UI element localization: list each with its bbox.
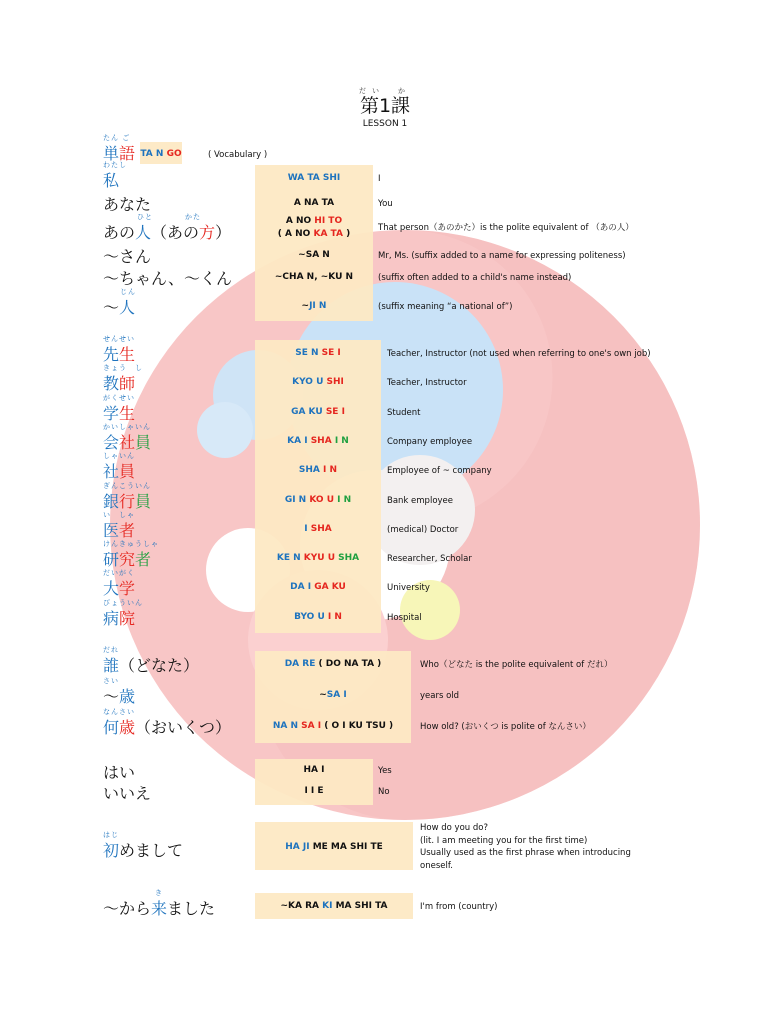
word-romaji: KYO U SHI: [292, 377, 344, 388]
word-japanese: 病院: [103, 608, 136, 628]
word-japanese: ～人: [103, 298, 136, 317]
word-meaning: Researcher, Scholar: [387, 554, 472, 565]
word-japanese: 先生: [103, 345, 136, 364]
word-meaning: Mr, Ms. (suffix added to a name for expressing politeness): [378, 251, 626, 261]
word-japanese: ～から来ました: [103, 899, 216, 918]
word-meaning: years old: [420, 691, 460, 701]
word-romaji: ~SA N: [298, 250, 330, 260]
word-furigana: だいがく: [103, 569, 135, 578]
word-meaning: No: [378, 787, 390, 797]
word-romaji: ~JI N: [301, 301, 327, 311]
header-label: ( Vocabulary ): [208, 150, 268, 160]
vocab-row: [0, 708, 768, 739]
word-japanese: 会社員: [103, 432, 152, 452]
header-furigana: たん ご: [103, 134, 131, 142]
word-romaji: BYO U I N: [294, 611, 342, 622]
word-japanese: 社員: [103, 462, 136, 482]
vocab-row: [0, 781, 768, 805]
word-romaji: DA I GA KU: [290, 582, 346, 593]
word-romaji: SHA I N: [298, 465, 338, 476]
vocab-row: [0, 288, 768, 319]
vocab-row: [0, 192, 768, 216]
word-japanese: はい: [103, 763, 136, 782]
vocab-row: [0, 244, 768, 268]
word-japanese: 初めまして: [103, 841, 184, 860]
word-furigana: なんさい: [103, 708, 135, 716]
word-furigana: かいしゃいん: [103, 422, 151, 431]
word-meaning: (suffix meaning “a national of”): [378, 302, 513, 312]
word-romaji: GA KU SE I: [291, 406, 345, 417]
word-romaji-line2: ( A NO KA TA ): [277, 229, 351, 239]
word-meaning-multiline: How do you do? (lit. I am meeting you for the first time) Usually used as the first phrase when introducing oneself.: [420, 823, 631, 871]
word-furigana: はじ: [103, 831, 119, 839]
word-romaji-line1: A NO HI TO: [285, 216, 343, 226]
word-japanese: 医者: [103, 520, 136, 540]
word-romaji: HA I: [303, 765, 325, 775]
word-furigana: きょう し: [103, 364, 143, 373]
word-meaning: Hospital: [387, 612, 422, 623]
word-furigana: き: [155, 889, 163, 897]
word-japanese: あの人（あの方）: [103, 223, 232, 242]
vocab-row: [0, 161, 768, 192]
vocab-row: [0, 831, 768, 862]
word-romaji: NA N SA I ( O I KU TSU ): [272, 721, 394, 731]
word-romaji: DA RE ( DO NA TA ): [284, 659, 382, 669]
lesson-title: [350, 86, 420, 129]
word-furigana: さい: [103, 677, 119, 685]
vocab-row: [0, 266, 768, 290]
vocab-row: [0, 646, 768, 677]
word-meaning: That person（あのかた）is the polite equivalent of （あの人）: [378, 223, 634, 233]
word-japanese: ～ちゃん、～くん: [103, 269, 232, 288]
word-meaning: University: [387, 583, 430, 594]
word-romaji: KE N KYU U SHA: [276, 553, 360, 564]
word-romaji: I I E: [304, 786, 324, 796]
word-japanese: 私: [103, 171, 120, 190]
word-furigana: がくせい: [103, 393, 135, 402]
word-meaning: (medical) Doctor: [387, 524, 459, 535]
word-japanese: 銀行員: [103, 491, 152, 511]
vocab-row: [0, 213, 768, 244]
word-japanese: 学生: [103, 403, 136, 423]
word-meaning: Yes: [378, 766, 392, 776]
word-romaji: KA I SHA I N: [287, 435, 349, 446]
word-furigana: びょういん: [103, 598, 143, 607]
word-japanese: いいえ: [103, 784, 152, 803]
word-furigana: い しゃ: [103, 510, 135, 519]
vocab-row: [0, 889, 768, 920]
title-kanji: 第1課: [359, 95, 411, 117]
word-romaji: WA TA SHI: [287, 173, 341, 183]
word-meaning: I: [378, 174, 381, 184]
word-japanese: ～さん: [103, 247, 152, 266]
header-word: 単語: [103, 144, 136, 163]
header-romaji: TA N GO: [140, 149, 182, 159]
word-romaji: A NA TA: [293, 198, 335, 208]
word-furigana: しゃいん: [103, 452, 135, 461]
word-meaning: Bank employee: [387, 495, 454, 506]
word-meaning: Teacher, Instructor: [387, 378, 467, 389]
word-furigana: だれ: [103, 646, 119, 654]
word-japanese: 大学: [103, 579, 136, 599]
word-romaji: SE N SE I: [295, 348, 341, 358]
word-romaji: ~SA I: [319, 690, 347, 700]
word-furigana: じん: [120, 288, 136, 296]
vocab-row: [0, 598, 768, 630]
word-furigana: ぎんこういん: [103, 481, 151, 490]
word-furigana: ひと かた: [137, 213, 201, 221]
word-meaning: Teacher, Instructor (not used when referring to one's own job): [387, 349, 651, 359]
word-romaji: HA JI ME MA SHI TE: [285, 842, 383, 852]
word-meaning: Who（どなた is the polite equivalent of だれ）: [420, 660, 613, 670]
word-meaning: I'm from (country): [420, 902, 498, 912]
word-meaning: Student: [387, 407, 421, 418]
word-meaning: Company employee: [387, 436, 473, 447]
word-romaji: I SHA: [304, 523, 332, 534]
word-japanese: あなた: [103, 195, 152, 214]
word-meaning: You: [378, 199, 393, 209]
word-japanese: ～歳: [103, 687, 136, 706]
word-romaji: ~CHA N, ~KU N: [274, 272, 354, 282]
word-furigana: せんせい: [103, 335, 135, 343]
word-japanese: 研究者: [103, 550, 152, 570]
vocab-row: [0, 677, 768, 708]
word-romaji: ~KA RA KI MA SHI TA: [280, 901, 388, 911]
title-furigana: だい か: [359, 87, 411, 95]
title-subtitle: LESSON 1: [362, 119, 408, 129]
word-romaji: GI N KO U I N: [284, 494, 352, 505]
word-furigana: けんきゅうしゃ: [103, 540, 159, 549]
word-meaning: How old? (おいくつ is polite of なんさい）: [420, 722, 591, 732]
word-japanese: 教師: [103, 374, 136, 394]
word-japanese: 誰（どなた）: [103, 656, 200, 675]
word-japanese: 何歳（おいくつ）: [103, 718, 232, 737]
word-furigana: わたし: [103, 161, 127, 169]
word-meaning: Employee of ~ company: [387, 466, 492, 477]
word-meaning: (suffix often added to a child's name instead): [378, 273, 572, 283]
